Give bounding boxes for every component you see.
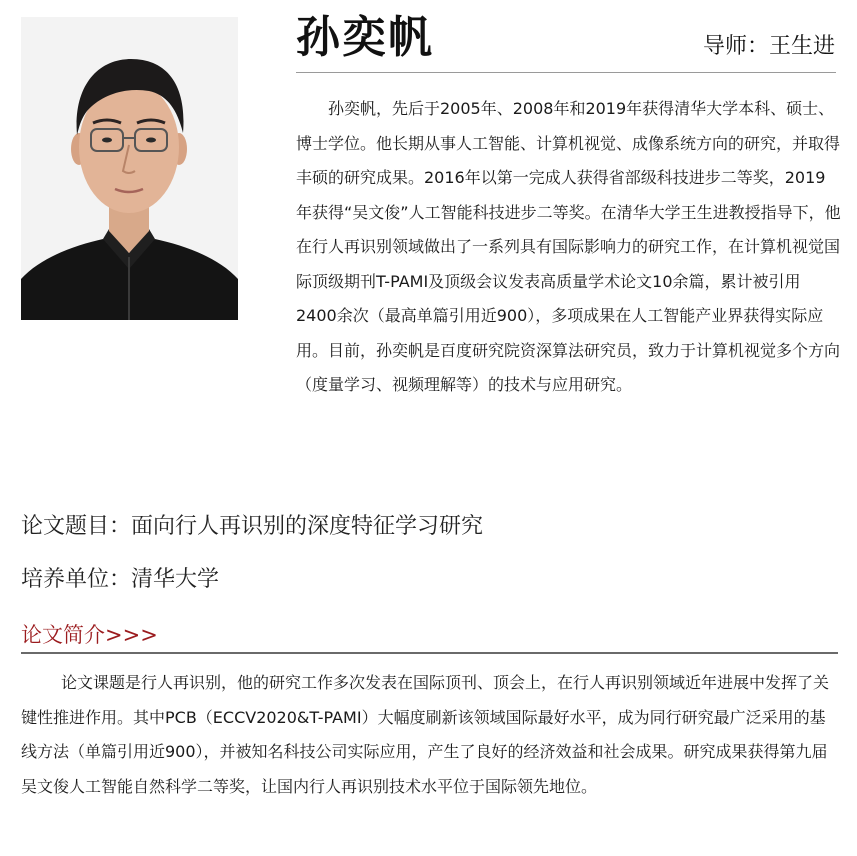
advisor-label: 导师：王生进 [702, 34, 835, 59]
thesis-title-row [21, 512, 483, 542]
portrait-illustration [21, 17, 238, 320]
section-divider [21, 652, 838, 654]
thesis-intro-paragraph: 论文课题是行人再识别，他的研究工作多次发表在国际顶刊、顶会上，在行人再识别领域近年进展中发挥了关键性推进作用。其中PCB（ECCV2020&T-PAMI）大幅度刷新该领域国际最好水平，成为同行研究最广泛采用的基线方法（单篇引用近900），并被知名科技公司实际应用，产生了良好的经济效益和社会成果。研究成果获得第九届吴文俊人工智能自然科学二等奖，让国内行人再识别技术水平位于国际领先地位。 [21, 673, 830, 796]
thesis-title-label: 论文题目： [21, 514, 132, 539]
training-unit-label: 培养单位： [21, 567, 132, 592]
header-divider [296, 72, 836, 73]
training-unit-row [21, 565, 219, 595]
portrait-photo [21, 17, 238, 320]
training-unit: 清华大学 [131, 567, 220, 592]
biography-paragraph: 孙奕帆，先后于2005年、2008年和2019年获得清华大学本科、硕士、博士学位。他长期从事人工智能、计算机视觉、成像系统方向的研究，并取得丰硕的研究成果。2016年以第一完成人获得省部级科技进步二等奖，2019年获得“吴文俊”人工智能科技进步二等奖。在清华大学王生进教授指导下，他在行人再识别领域做出了一系列具有国际影响力的研究工作，在计算机视觉国际顶级期刊T-PAMI及顶级会议发表高质量学术论文10余篇，累计被引用2400余次（最高单篇引用近900），多项成果在人工智能产业界获得实际应用。目前，孙奕帆是百度研究院资深算法研究员，致力于计算机视觉多个方向（度量学习、视频理解等）的技术与应用研究。 [296, 99, 841, 394]
person-name: 孙奕帆 [296, 12, 434, 63]
thesis-title: 面向行人再识别的深度特征学习研究 [131, 514, 484, 539]
thesis-intro-heading: 论文简介>>> [21, 623, 158, 647]
